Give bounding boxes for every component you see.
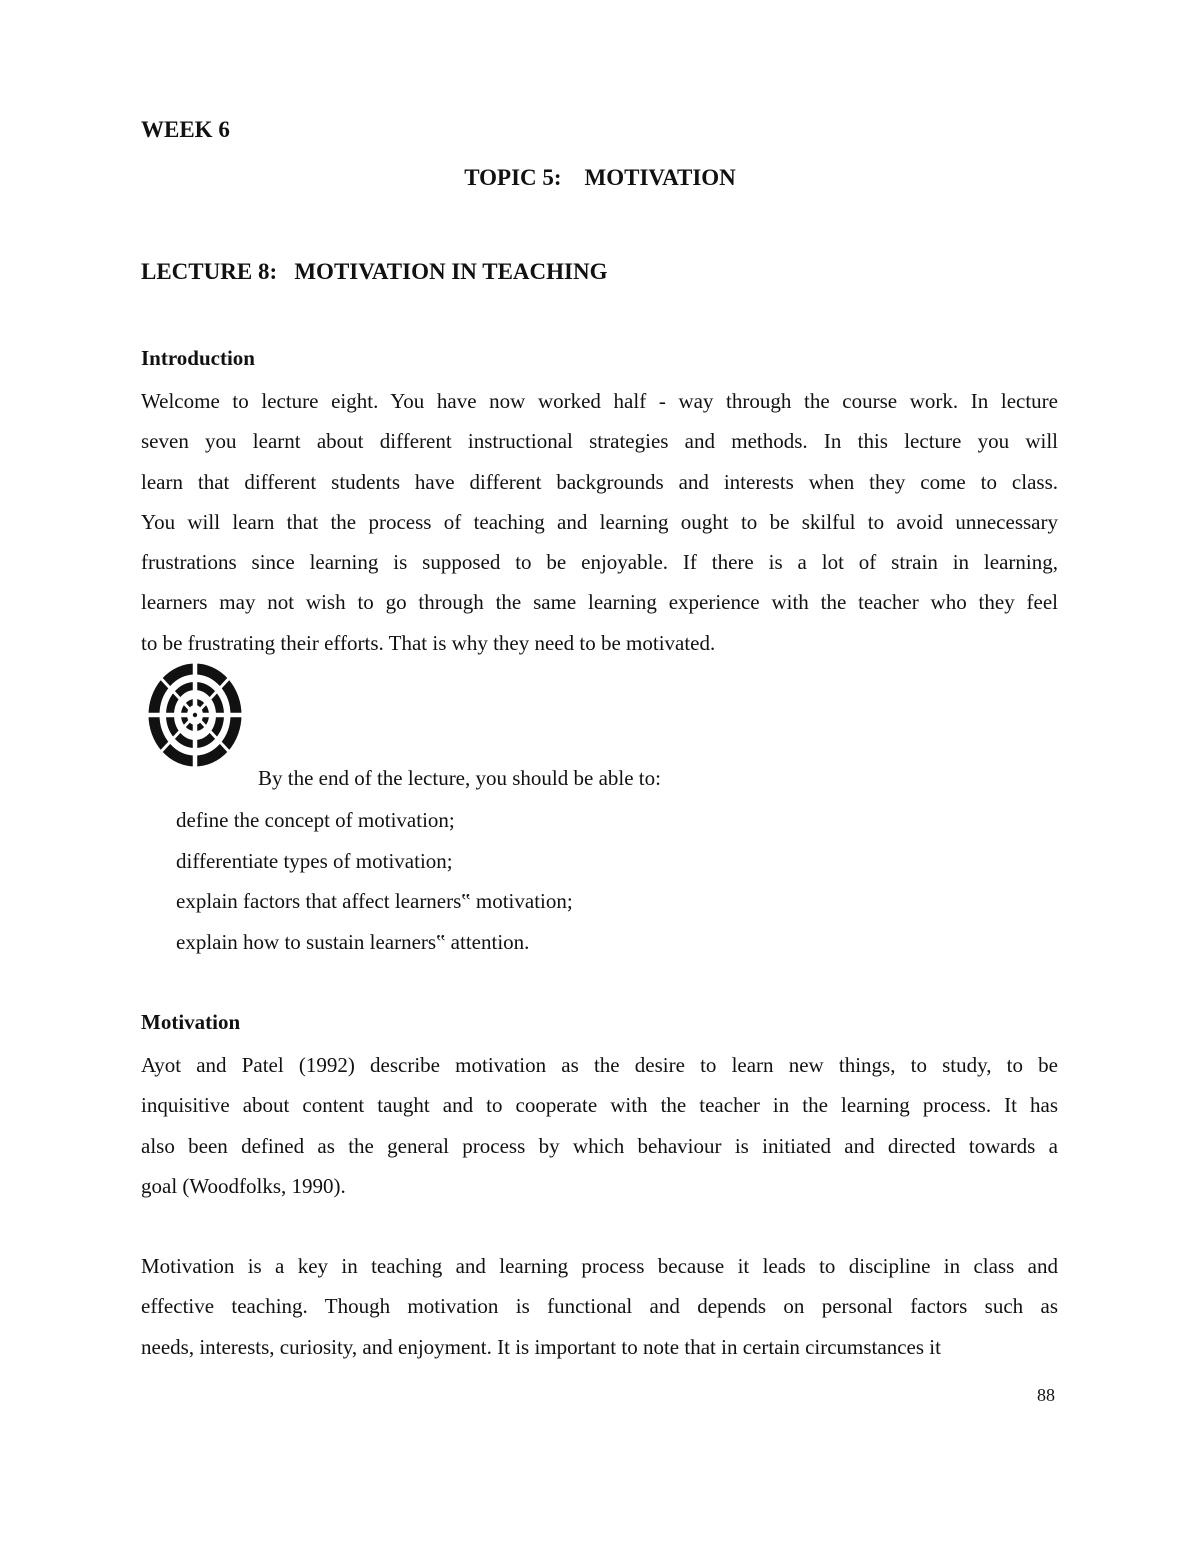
objective-item: differentiate types of motivation; <box>176 848 453 873</box>
topic-heading: TOPIC 5: MOTIVATION <box>464 165 736 190</box>
introduction-heading: Introduction <box>141 346 255 370</box>
paragraph-line: goal (Woodfolks, 1990). <box>141 1173 346 1198</box>
paragraph-line: needs, interests, curiosity, and enjoyment. It is important to note that in certain circumstances it <box>141 1334 941 1359</box>
target-icon <box>147 662 243 768</box>
motivation-heading: Motivation <box>141 1010 241 1034</box>
motivation-paragraph-1 <box>141 1045 1058 1206</box>
objective-item: explain factors that affect learners‟ motivation; <box>176 889 573 913</box>
week-heading: WEEK 6 <box>141 117 230 142</box>
paragraph-line: You will learn that the process of teaching and learning ought to be skilful to avoid unnecessary <box>141 509 1058 534</box>
objective-item: define the concept of motivation; <box>176 808 455 832</box>
page-number: 88 <box>1037 1385 1055 1405</box>
paragraph-line: Welcome to lecture eight. You have now worked half - way through the course work. In lecture <box>141 389 1058 413</box>
paragraph-line: effective teaching. Though motivation is functional and depends on personal factors such as <box>141 1294 1058 1319</box>
paragraph-line: learn that different students have different backgrounds and interests when they come to class. <box>141 469 1058 494</box>
paragraph-line: inquisitive about content taught and to cooperate with the teacher in the learning process. It has <box>141 1093 1058 1118</box>
paragraph-line: frustrations since learning is supposed to be enjoyable. If there is a lot of strain in learning, <box>141 550 1058 575</box>
paragraph-line: seven you learnt about different instructional strategies and methods. In this lecture you will <box>141 429 1058 454</box>
objectives-lead: By the end of the lecture, you should be able to: <box>258 766 661 790</box>
paragraph-line: to be frustrating their efforts. That is why they need to be motivated. <box>141 630 716 655</box>
paragraph-line: learners may not wish to go through the same learning experience with the teacher who they feel <box>141 590 1058 615</box>
paragraph-line: Motivation is a key in teaching and learning process because it leads to discipline in class and <box>141 1254 1058 1278</box>
motivation-paragraph-2 <box>141 1246 1058 1367</box>
paragraph-line: also been defined as the general process by which behaviour is initiated and directed towards a <box>141 1133 1058 1158</box>
lecture-heading: LECTURE 8: MOTIVATION IN TEACHING <box>141 259 608 284</box>
objective-item: explain how to sustain learners‟ attention. <box>176 929 530 954</box>
introduction-paragraph <box>141 381 1058 663</box>
objectives-list <box>176 800 573 962</box>
paragraph-line: Ayot and Patel (1992) describe motivation as the desire to learn new things, to study, to be <box>141 1053 1058 1077</box>
